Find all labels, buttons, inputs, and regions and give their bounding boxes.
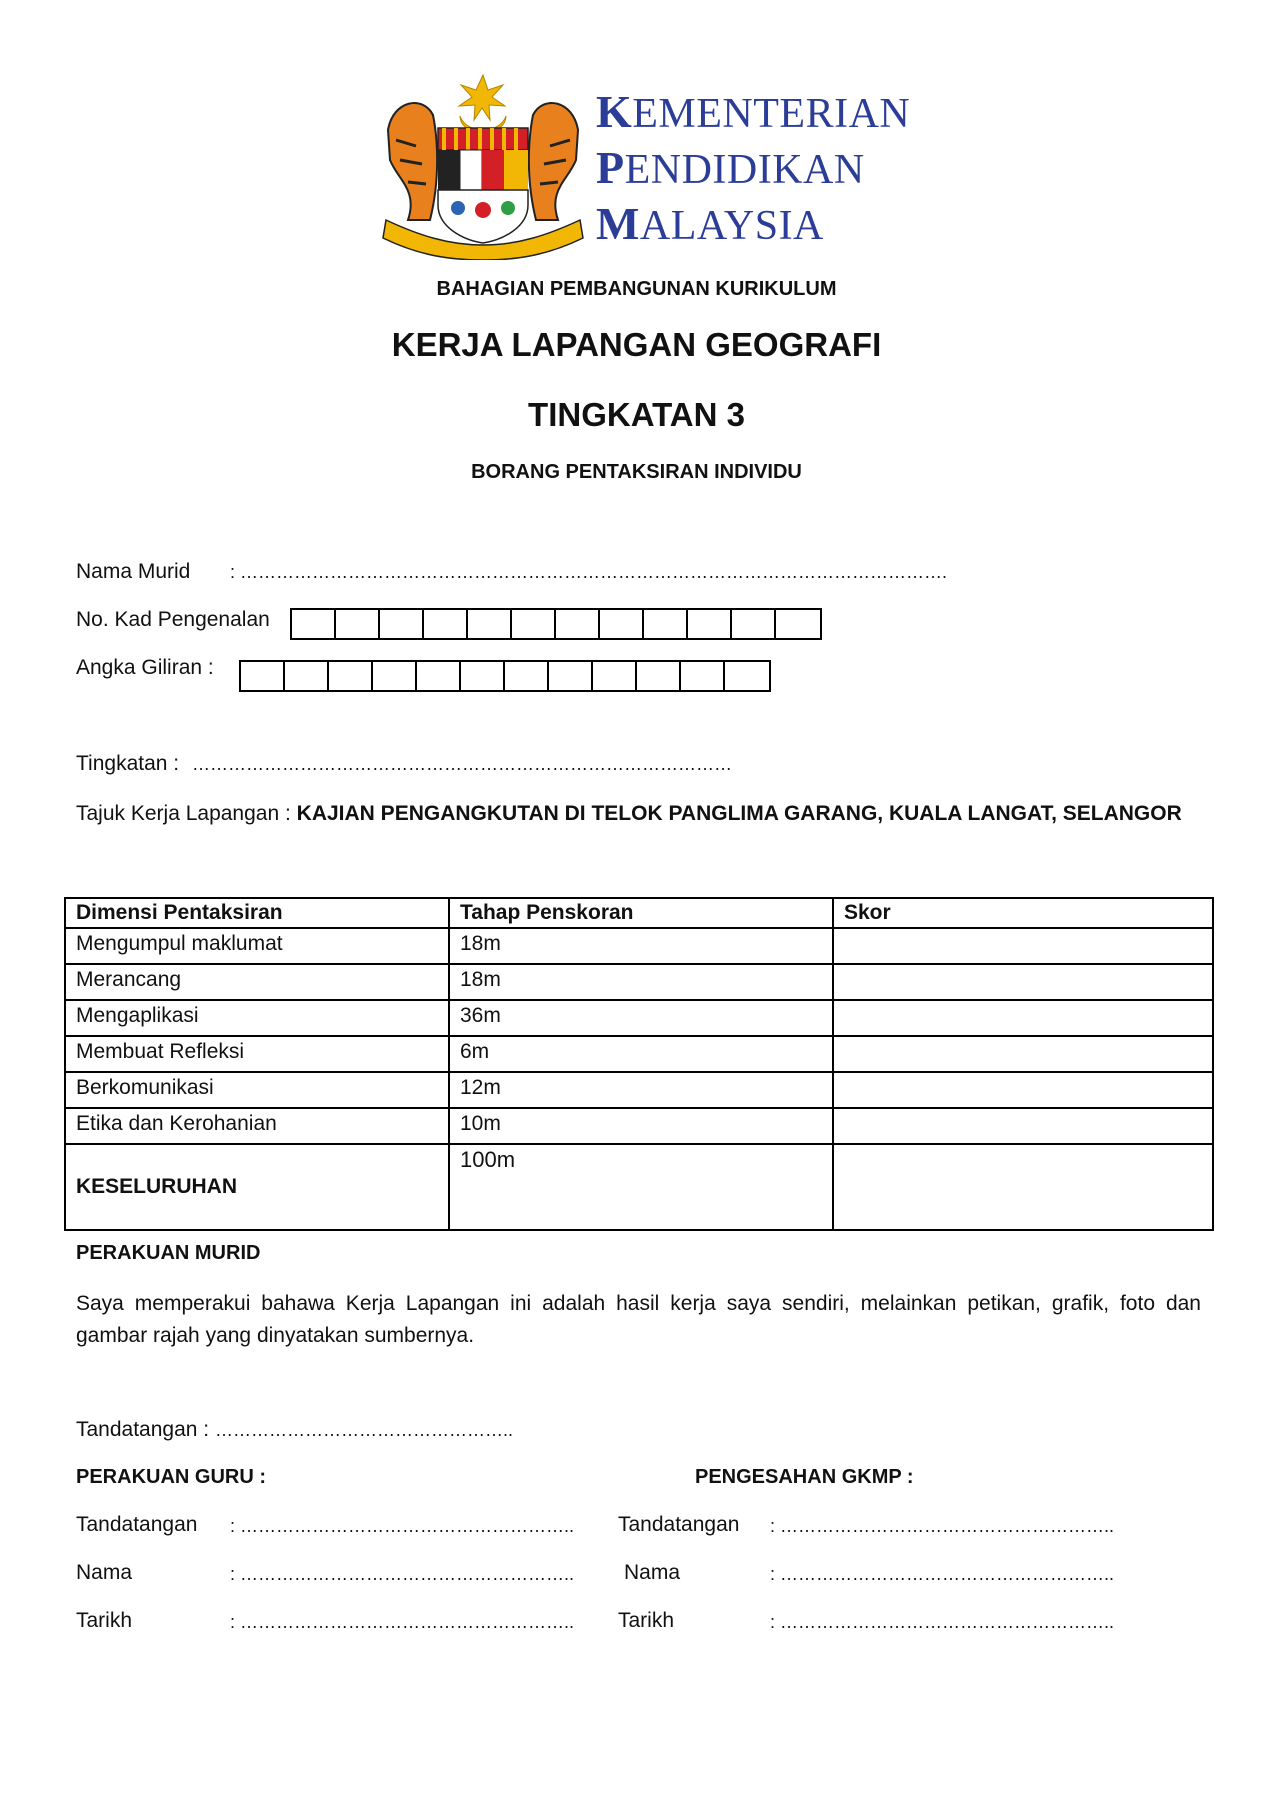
gkmp-date-label: Tarikh	[618, 1609, 675, 1632]
ic-digit-box[interactable]	[512, 610, 556, 638]
ic-digit-box[interactable]	[732, 610, 776, 638]
table-row	[65, 1108, 1213, 1144]
teacher-date-label: Tarikh	[76, 1609, 133, 1632]
teacher-signature-label: Tandatangan	[76, 1513, 198, 1536]
table-row	[65, 1072, 1213, 1108]
level-cell: 10m	[449, 1108, 833, 1144]
exam-digit-box[interactable]	[549, 662, 593, 690]
ic-digit-box[interactable]	[336, 610, 380, 638]
score-cell[interactable]	[833, 1072, 1213, 1108]
score-cell[interactable]	[833, 964, 1213, 1000]
student-name-label: Nama Murid	[76, 560, 191, 583]
gkmp-signature-field[interactable]: : ………………………………………………..	[770, 1516, 1115, 1536]
teacher-name-field[interactable]: : ………………………………………………..	[230, 1564, 575, 1584]
gkmp-date-field[interactable]: : ………………………………………………..	[770, 1612, 1115, 1632]
student-signature-label: Tandatangan :	[76, 1418, 210, 1441]
total-row	[65, 1144, 1213, 1230]
exam-digit-box[interactable]	[681, 662, 725, 690]
exam-digit-box[interactable]	[417, 662, 461, 690]
level-cell: 6m	[449, 1036, 833, 1072]
teacher-name-label: Nama	[76, 1561, 133, 1584]
form-class-label: Tingkatan :	[76, 752, 180, 775]
score-cell[interactable]	[833, 928, 1213, 964]
ic-digit-box[interactable]	[644, 610, 688, 638]
student-declaration-heading: PERAKUAN MURID	[76, 1242, 261, 1264]
dimension-cell: Berkomunikasi	[65, 1072, 449, 1108]
fieldwork-topic-label: Tajuk Kerja Lapangan :	[76, 802, 291, 825]
ic-number-boxes[interactable]	[290, 608, 822, 640]
ic-number-label: No. Kad Pengenalan	[76, 608, 270, 631]
exam-digit-box[interactable]	[637, 662, 681, 690]
level-cell: 18m	[449, 964, 833, 1000]
exam-digit-box[interactable]	[373, 662, 417, 690]
teacher-date-field[interactable]: : ………………………………………………..	[230, 1612, 575, 1632]
gkmp-verification-heading: PENGESAHAN GKMP :	[695, 1466, 914, 1488]
gkmp-name-label: Nama	[624, 1561, 681, 1584]
form-class-field[interactable]: ………………………………………………………………………………	[192, 754, 732, 774]
exam-digit-box[interactable]	[725, 662, 769, 690]
column-header: Tahap Penskoran	[449, 898, 833, 928]
student-signature-dots: …………………………………………..	[214, 1420, 513, 1440]
table-row	[65, 964, 1213, 1000]
column-header: Dimensi Pentaksiran	[65, 898, 449, 928]
ic-digit-box[interactable]	[424, 610, 468, 638]
level-cell: 36m	[449, 1000, 833, 1036]
dimension-cell: Etika dan Kerohanian	[65, 1108, 449, 1144]
exam-number-label: Angka Giliran :	[76, 656, 214, 679]
gkmp-signature-label: Tandatangan	[618, 1513, 740, 1536]
gkmp-name-field[interactable]: : ………………………………………………..	[770, 1564, 1115, 1584]
fieldwork-topic-value: KAJIAN PENGANGKUTAN DI TELOK PANGLIMA GARANG, KUALA LANGAT, SELANGOR	[296, 802, 1182, 825]
exam-digit-box[interactable]	[505, 662, 549, 690]
student-name-field[interactable]: : ……………………………………………………………………………………………………….	[230, 562, 948, 582]
ic-digit-box[interactable]	[556, 610, 600, 638]
teacher-signature-field[interactable]: : ………………………………………………..	[230, 1516, 575, 1536]
exam-digit-box[interactable]	[329, 662, 373, 690]
dimension-cell: Mengumpul maklumat	[65, 928, 449, 964]
exam-digit-box[interactable]	[241, 662, 285, 690]
exam-number-boxes[interactable]	[239, 660, 771, 692]
crest-icon	[378, 70, 588, 260]
ic-digit-box[interactable]	[468, 610, 512, 638]
dimension-cell: Mengaplikasi	[65, 1000, 449, 1036]
ministry-logo	[378, 70, 911, 260]
ic-digit-box[interactable]	[600, 610, 644, 638]
total-score-cell[interactable]	[833, 1144, 1213, 1230]
table-row	[65, 1036, 1213, 1072]
level-cell: 12m	[449, 1072, 833, 1108]
total-level: 100m	[449, 1144, 833, 1230]
table-row	[65, 928, 1213, 964]
ic-digit-box[interactable]	[380, 610, 424, 638]
assessment-table	[64, 897, 1214, 1231]
document-title: KERJA LAPANGAN GEOGRAFI	[391, 326, 882, 363]
fieldwork-topic	[76, 802, 1182, 826]
form-name: BORANG PENTAKSIRAN INDIVIDU	[471, 461, 802, 483]
ministry-name: KEMENTERIAN PENDIDIKAN MALAYSIA	[596, 86, 911, 249]
table-header-row	[65, 898, 1213, 928]
table-row	[65, 1000, 1213, 1036]
column-header: Skor	[833, 898, 1213, 928]
ic-digit-box[interactable]	[292, 610, 336, 638]
dimension-cell: Membuat Refleksi	[65, 1036, 449, 1072]
student-signature-line[interactable]	[76, 1418, 513, 1442]
score-cell[interactable]	[833, 1108, 1213, 1144]
exam-digit-box[interactable]	[461, 662, 505, 690]
exam-digit-box[interactable]	[593, 662, 637, 690]
level-cell: 18m	[449, 928, 833, 964]
exam-digit-box[interactable]	[285, 662, 329, 690]
division-name: BAHAGIAN PEMBANGUNAN KURIKULUM	[436, 278, 837, 300]
teacher-declaration-heading: PERAKUAN GURU :	[76, 1466, 266, 1488]
ic-digit-box[interactable]	[776, 610, 820, 638]
ic-digit-box[interactable]	[688, 610, 732, 638]
score-cell[interactable]	[833, 1000, 1213, 1036]
score-cell[interactable]	[833, 1036, 1213, 1072]
student-declaration-text: Saya memperakui bahawa Kerja Lapangan ini adalah hasil kerja saya sendiri, melainkan petikan, grafik, foto dan gambar rajah yang dinyatakan sumbernya.	[76, 1292, 1201, 1347]
dimension-cell: Merancang	[65, 964, 449, 1000]
total-label: KESELURUHAN	[65, 1144, 449, 1230]
level-title: TINGKATAN 3	[528, 396, 745, 433]
